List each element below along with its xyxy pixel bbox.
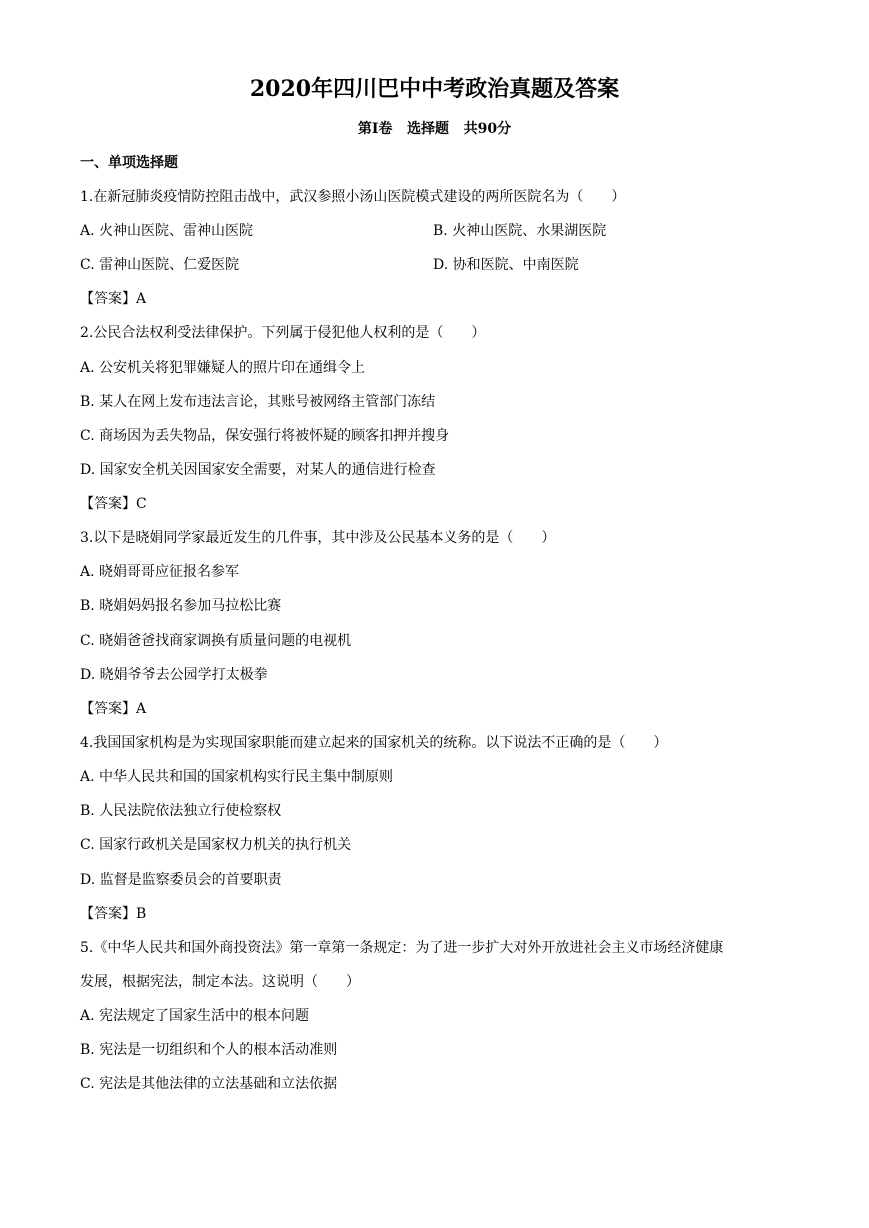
question-3-option-d: D. 晓娟爷爷去公园学打太极拳 bbox=[80, 667, 268, 683]
question-1-option-b: B. 火神山医院、水果湖医院 bbox=[433, 223, 607, 239]
question-4-stem: 4.我国国家机构是为实现国家职能而建立起来的国家机关的统称。以下说法不正确的是（ ） bbox=[80, 735, 668, 751]
question-1-answer: 【答案】A bbox=[80, 291, 147, 307]
question-2-option-a: A. 公安机关将犯罪嫌疑人的照片印在通缉令上 bbox=[80, 360, 366, 376]
question-4-option-a: A. 中华人民共和国的国家机构实行民主集中制原则 bbox=[80, 769, 394, 785]
question-4-option-c: C. 国家行政机关是国家权力机关的执行机关 bbox=[80, 837, 352, 853]
question-3-option-b: B. 晓娟妈妈报名参加马拉松比赛 bbox=[80, 598, 282, 614]
section-heading: 一、单项选择题 bbox=[80, 155, 178, 171]
question-5-stem-line-2: 发展，根据宪法，制定本法。这说明（ ） bbox=[80, 974, 360, 990]
question-2-option-b: B. 某人在网上发布违法言论，其账号被网络主管部门冻结 bbox=[80, 394, 436, 410]
question-2-option-d: D. 国家安全机关因国家安全需要，对某人的通信进行检查 bbox=[80, 462, 436, 478]
question-1-option-c: C. 雷神山医院、仁爱医院 bbox=[80, 257, 240, 273]
question-5-option-b: B. 宪法是一切组织和个人的根本活动准则 bbox=[80, 1042, 338, 1058]
question-2-stem: 2.公民合法权利受法律保护。下列属于侵犯他人权利的是（ ） bbox=[80, 325, 486, 341]
question-3-answer: 【答案】A bbox=[80, 701, 147, 717]
section-subtitle: 第Ⅰ卷 选择题 共90分 bbox=[357, 121, 512, 137]
question-4-answer: 【答案】B bbox=[80, 906, 147, 922]
question-1-option-a: A. 火神山医院、雷神山医院 bbox=[80, 223, 254, 239]
question-5-option-c: C. 宪法是其他法律的立法基础和立法依据 bbox=[80, 1076, 338, 1092]
question-3-option-a: A. 晓娟哥哥应征报名参军 bbox=[80, 564, 240, 580]
question-2-option-c: C. 商场因为丢失物品，保安强行将被怀疑的顾客扣押并搜身 bbox=[80, 428, 450, 444]
question-5-option-a: A. 宪法规定了国家生活中的根本问题 bbox=[80, 1008, 310, 1024]
question-1-stem: 1.在新冠肺炎疫情防控阻击战中，武汉参照小汤山医院模式建设的两所医院名为（ ） bbox=[80, 189, 626, 205]
question-4-option-d: D. 监督是监察委员会的首要职责 bbox=[80, 872, 282, 888]
page-title: 2020年四川巴中中考政治真题及答案 bbox=[249, 76, 620, 102]
question-3-option-c: C. 晓娟爸爸找商家调换有质量问题的电视机 bbox=[80, 633, 352, 649]
question-4-option-b: B. 人民法院依法独立行使检察权 bbox=[80, 803, 282, 819]
question-3-stem: 3.以下是晓娟同学家最近发生的几件事，其中涉及公民基本义务的是（ ） bbox=[80, 530, 556, 546]
question-2-answer: 【答案】C bbox=[80, 496, 147, 512]
question-5-stem-line-1: 5.《中华人民共和国外商投资法》第一章第一条规定：为了进一步扩大对外开放进社会主义市场经济健康 bbox=[80, 940, 724, 956]
question-1-option-d: D. 协和医院、中南医院 bbox=[433, 257, 579, 273]
